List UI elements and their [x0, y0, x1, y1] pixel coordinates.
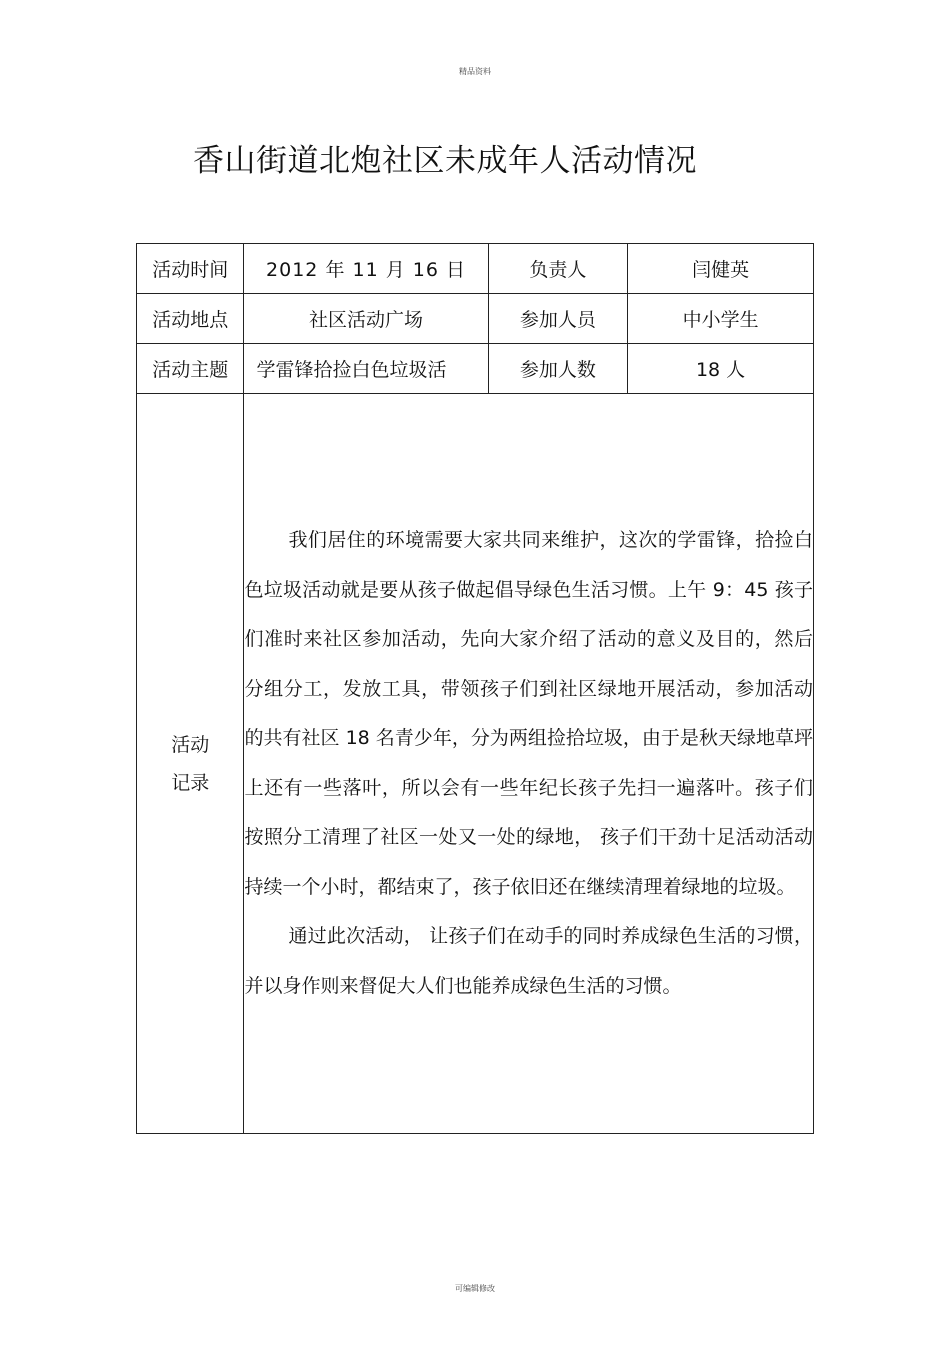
- activity-record-label-line2: 记录: [171, 771, 210, 794]
- table-row-record: [137, 394, 814, 1134]
- person-in-charge-label: 负责人: [488, 244, 628, 294]
- table-row-theme: [137, 344, 814, 394]
- document-title: 香山街道北炮社区未成年人活动情况: [193, 143, 697, 179]
- activity-time-value: 2012 年 11 月 16 日: [244, 244, 488, 294]
- participant-count-value: 18 人: [628, 344, 814, 394]
- table-row-location: [137, 294, 814, 344]
- page-footer-note: 可编辑修改: [455, 1284, 495, 1293]
- activity-record-table: [136, 243, 814, 1134]
- page-header-note: 精品资料: [459, 67, 491, 76]
- activity-theme-value: 学雷锋拾捡白色垃圾活: [244, 344, 488, 394]
- activity-theme-label: 活动主题: [137, 344, 244, 394]
- table-row-time: [137, 244, 814, 294]
- activity-time-label: 活动时间: [137, 244, 244, 294]
- activity-record-label-line1: 活动: [171, 733, 210, 756]
- activity-location-label: 活动地点: [137, 294, 244, 344]
- activity-location-value: 社区活动广场: [244, 294, 488, 344]
- record-paragraph-2: 通过此次活动， 让孩子们在动手的同时养成绿色生活的习惯，并以身作则来督促大人们也能养成绿色生活的习惯。: [244, 925, 813, 997]
- participants-value: 中小学生: [628, 294, 814, 344]
- activity-record-body: [244, 394, 814, 1134]
- participant-count-label: 参加人数: [488, 344, 628, 394]
- person-in-charge-value: 闫健英: [628, 244, 814, 294]
- activity-record-label: [137, 394, 244, 1134]
- participants-label: 参加人员: [488, 294, 628, 344]
- record-paragraph-1: 我们居住的环境需要大家共同来维护，这次的学雷锋，拾捡白色垃圾活动就是要从孩子做起倡导绿色生活习惯。上午 9：45 孩子们准时来社区参加活动，先向大家介绍了活动的意义及目的，然后分组分工，发放工具，带领孩子们到社区绿地开展活动，参加活动的共有社区 18 名青少年，分为两组捡拾垃圾，由于是秋天绿地草坪上还有一些落叶，所以会有一些年纪长孩子先扫一遍落叶。孩子们按照分工清理了社区一处又一处的绿地， 孩子们干劲十足活动活动持续一个小时，都结束了，孩子依旧还在继续清理着绿地的垃圾。: [244, 529, 813, 898]
